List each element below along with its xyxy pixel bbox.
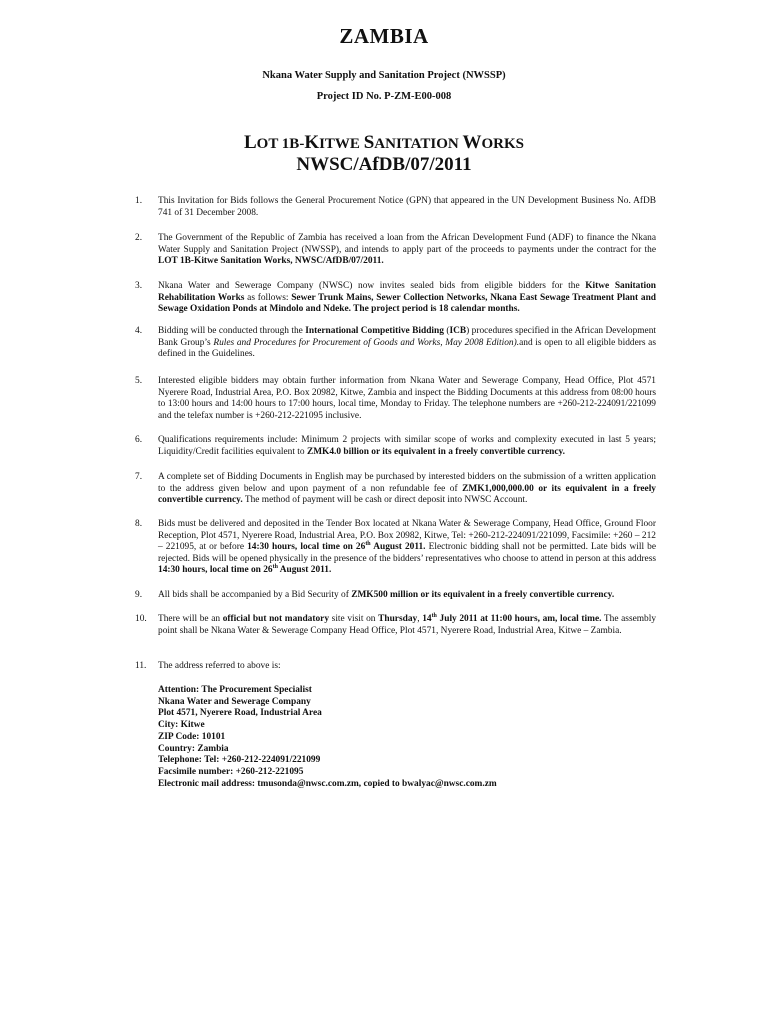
item-text: Interested eligible bidders may obtain further information from Nkana Water and Sewerage Company, Head Office, Plot 4571 Nyerere Road, Industrial Area, P.O. Box 20982, Kitwe, Zambia and inspect the Bidding Documents at this address from 08:00 hours to 13:00 hours and 14:00 hours to 17:00 hours, local time, Monday to Friday. The telephone numbers are +260-212-224091/221099 and the telefax number is +260-212-221095 inclusive. — [158, 376, 656, 421]
item-number: 9. — [135, 590, 143, 600]
item-number: 6. — [135, 435, 143, 445]
address-attention: Attention: The Procurement Specialist — [158, 685, 312, 695]
list-item — [135, 281, 656, 316]
list-item — [135, 376, 656, 422]
item-text: Nkana Water and Sewerage Company (NWSC) now invites sealed bids from eligible bidders for the Kitwe Sanitation Rehabilitation Works as follows: Sewer Trunk Mains, Sewer Collection Networks, Nkana East Sewage Treatment Plant and Sewage Oxidation Ponds at Mindolo and Ndeke. The project period is 18 calendar months. — [158, 281, 656, 315]
address-zip: ZIP Code: 10101 — [158, 731, 226, 742]
list-item — [135, 472, 656, 507]
item-text: Qualifications requirements include: Minimum 2 projects with similar scope of works and complexity executed in last 5 years; Liquidity/Credit facilities equivalent to ZMK4.0 billion or its equivalent in a freely convertible currency. — [158, 435, 656, 457]
list-item — [135, 435, 656, 458]
project-name: Nkana Water Supply and Sanitation Project (NWSSP) — [262, 70, 506, 81]
project-id: Project ID No. P-ZM-E00-008 — [316, 91, 452, 102]
item-number: 8. — [135, 519, 143, 529]
item-number: 3. — [135, 281, 143, 291]
address-block — [158, 685, 497, 790]
address-country: Country: Zambia — [158, 743, 229, 754]
list-item — [135, 590, 656, 602]
list-item — [135, 614, 656, 637]
item-text: This Invitation for Bids follows the General Procurement Notice (GPN) that appeared in the UN Development Business No. AfDB 741 of 31 December 2008. — [158, 196, 656, 218]
item-text: There will be an official but not mandatory site visit on Thursday, 14th July 2011 at 11:00 hours, am, local time. The assembly point shall be Nkana Water & Sewerage Company Head Office, Plot 4571, Nyerere Road, Industrial Area, Kitwe – Zambia. — [158, 612, 657, 636]
item-number: 7. — [135, 472, 143, 482]
item-number: 2. — [135, 233, 143, 243]
item-number: 5. — [135, 376, 143, 386]
list-item — [135, 519, 656, 577]
address-telephone: Telephone: Tel: +260-212-224091/221099 — [158, 755, 321, 766]
address-city: City: Kitwe — [158, 720, 205, 731]
item-number: 10. — [135, 614, 147, 624]
address-company: Nkana Water and Sewerage Company — [158, 696, 311, 707]
list-item — [135, 196, 656, 219]
list-item — [135, 326, 656, 361]
page-title: ZAMBIA — [339, 24, 429, 48]
item-text: The address referred to above is: — [158, 661, 281, 671]
item-text: Bidding will be conducted through the International Competitive Bidding (ICB) procedures specified in the African Development Bank Group’s Rules and Procedures for Procurement of Goods and Works, May 2008 Edition).and is open to all eligible bidders as defined in the Guidelines. — [158, 326, 657, 360]
address-facsimile: Facsimile number: +260-212-221095 — [158, 766, 304, 777]
list-item — [135, 661, 656, 673]
item-number: 11. — [135, 661, 147, 671]
address-email: Electronic mail address: tmusonda@nwsc.com.zm, copied to bwalyac@nwsc.com.zm — [158, 778, 497, 789]
item-number: 1. — [135, 196, 143, 206]
tender-reference: NWSC/AfDB/07/2011 — [296, 154, 472, 175]
item-text: All bids shall be accompanied by a Bid Security of ZMK500 million or its equivalent in a freely convertible currency. — [158, 590, 615, 600]
item-text: The Government of the Republic of Zambia has received a loan from the African Development Fund (ADF) to finance the Nkana Water Supply and Sanitation Project (NWSSP), and intends to apply part of the proceeds to payments under the contract for the LOT 1B-Kitwe Sanitation Works, NWSC/AfDB/07/2011. — [158, 233, 656, 267]
list-item — [135, 233, 656, 268]
lot-heading: LOT 1B-KITWE SANITATION WORKS — [243, 132, 525, 153]
item-text: A complete set of Bidding Documents in English may be purchased by interested bidders on the submission of a written application to the address given below and upon payment of a non refundable fee of ZMK1,000,000.00 or its equivalent in a freely convertible currency. The method of payment will be cash or direct deposit into NWSC Account. — [158, 472, 656, 506]
item-text: Bids must be delivered and deposited in the Tender Box located at Nkana Water & Sewerage Company, Head Office, Ground Floor Reception, Plot 4571, Nyerere Road, Industrial Area, P.O. Box 20982, Kitwe, Tel: +260-212-224091/221099, Facsimile: +260 – 212 – 221095, at or before 14:30 hours, local time on 26th August 2011. Electronic bidding shall not be permitted. Late bids will be rejected. Bids will be opened physically in the presence of the bidders’ representatives who choose to attend in person at this address 14:30 hours, local time on 26th August 2011. — [158, 519, 656, 576]
item-number: 4. — [135, 326, 143, 336]
address-street: Plot 4571, Nyerere Road, Industrial Area — [158, 708, 322, 719]
